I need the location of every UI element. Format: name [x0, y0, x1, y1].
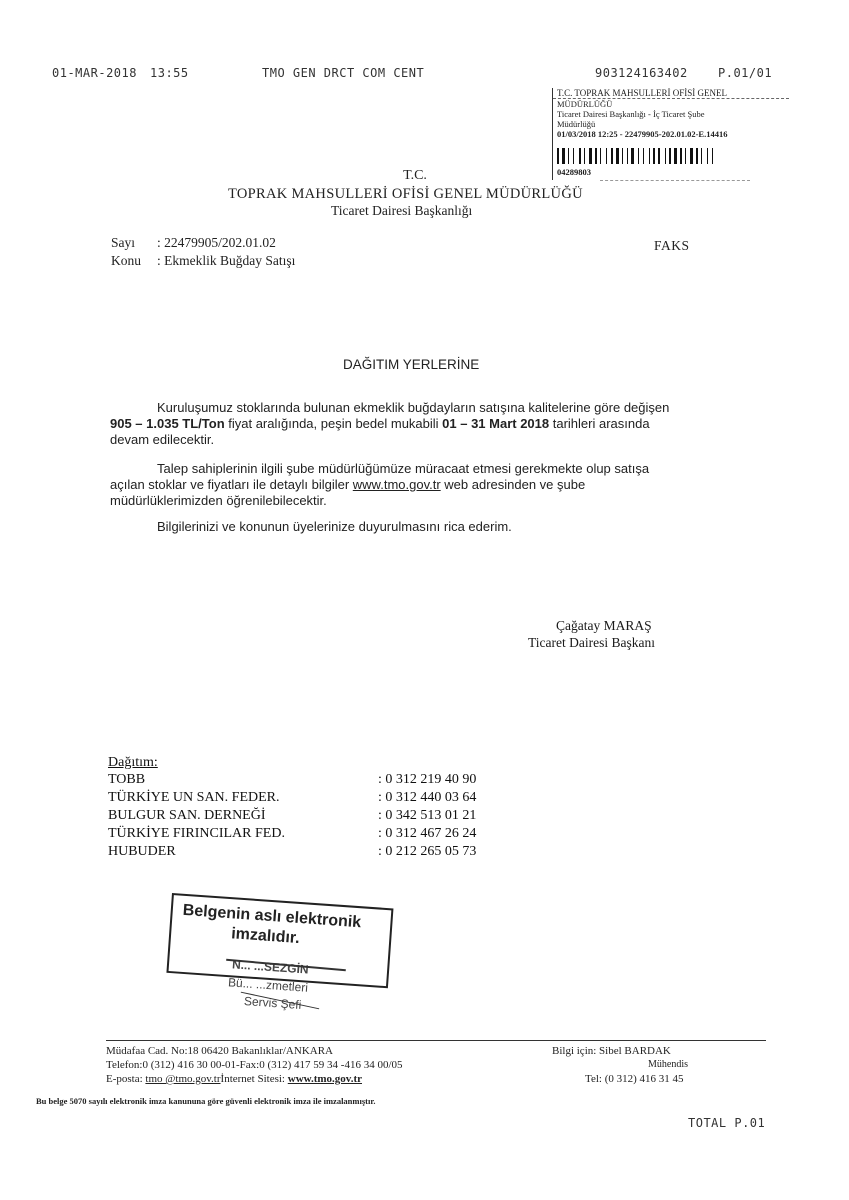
stamp-smudge-3: Servis Şefi	[243, 994, 302, 1012]
distribution-name: TÜRKİYE UN SAN. FEDER.	[108, 790, 280, 805]
addressee: DAĞITIM YERLERİNE	[343, 357, 480, 372]
stamp-line-4: Müdürlüğü	[557, 119, 596, 129]
info-tel: Tel: (0 312) 416 31 45	[585, 1073, 684, 1085]
stamp-text-2: imzalıdır.	[230, 925, 301, 947]
receipt-stamp	[552, 88, 789, 180]
p1-mid-text: fiyat aralığında, peşin bedel mukabili	[224, 416, 443, 431]
email-link[interactable]: tmo @tmo.gov.tr	[145, 1073, 221, 1085]
p1-line1: Kuruluşumuz stoklarında bulunan ekmeklik buğdayların satışına kalitelerine göre değişen	[157, 400, 670, 415]
distribution-phone: : 0 312 219 40 90	[378, 772, 477, 787]
p2-end-text: web adresinden ve şube	[440, 477, 586, 492]
stamp-line-3: Ticaret Dairesi Başkanlığı - İç Ticaret Şube	[557, 109, 705, 119]
barcode	[557, 148, 782, 164]
sayi-value: : 22479905/202.01.02	[157, 235, 276, 250]
website-link[interactable]: www.tmo.gov.tr	[352, 477, 441, 492]
info-contact: Bilgi için: Sibel BARDAK	[552, 1045, 671, 1057]
p2-line1: Talep sahiplerinin ilgili şube müdürlüğümüze müracaat etmesi gerekmekte olup satışa	[157, 461, 650, 476]
fax-number: 903124163402	[595, 66, 688, 80]
stamp-line-1: T.C. TOPRAK MAHSULLERİ OFİSİ GENEL	[553, 88, 789, 99]
distribution-heading: Dağıtım:	[108, 755, 158, 770]
signatory-name: Çağatay MARAŞ	[556, 618, 652, 633]
heading-dept: Ticaret Dairesi Başkanlığı	[331, 203, 473, 218]
distribution-phone: : 0 342 513 01 21	[378, 808, 477, 823]
e-signature-notice: Bu belge 5070 sayılı elektronik imza kanununa göre güvenli elektronik imza ile imzalanmıştır.	[36, 1096, 376, 1106]
p1-end-text: tarihleri arasında	[549, 416, 650, 431]
stamp-text-1: Belgenin aslı elektronik	[182, 901, 362, 932]
web-link[interactable]: www.tmo.gov.tr	[287, 1073, 362, 1085]
footer-phones: Telefon:0 (312) 416 30 00-01-Fax:0 (312) 417 59 34 -416 34 00/05	[106, 1059, 403, 1071]
distribution-name: HUBUDER	[108, 844, 176, 859]
fax-page: P.01/01	[718, 66, 773, 80]
email-label: E-posta:	[106, 1073, 146, 1085]
distribution-phone: : 0 212 265 05 73	[378, 844, 477, 859]
konu-value: : Ekmeklik Buğday Satışı	[157, 253, 296, 268]
distribution-phone: : 0 312 467 26 24	[378, 826, 477, 841]
stamp-smudge-1: N... ...SEZGİN	[231, 957, 310, 977]
faks-label: FAKS	[654, 238, 690, 253]
p2-start-text: açılan stoklar ve fiyatları ile detaylı bilgiler	[110, 477, 353, 492]
fax-time: 13:55	[150, 66, 189, 80]
p2-line3: müdürlüklerimizden öğrenilebilecektir.	[110, 493, 327, 508]
fax-date: 01-MAR-2018	[52, 66, 137, 80]
distribution-name: TÜRKİYE FIRINCILAR FED.	[108, 826, 285, 841]
heading-org: TOPRAK MAHSULLERİ OFİSİ GENEL MÜDÜRLÜĞÜ	[228, 186, 583, 202]
stamp-smudge-2: Bü... ...zmetleri	[227, 975, 309, 995]
distribution-name: TOBB	[108, 772, 146, 787]
stamp-line-5: 01/03/2018 12:25 - 22479905-202.01.02-E.14416	[557, 129, 728, 139]
footer-address: Müdafaa Cad. No:18 06420 Bakanlıklar/ANKARA	[106, 1045, 333, 1057]
date-range: 01 – 31 Mart 2018	[442, 416, 550, 431]
konu-label: Konu	[111, 253, 141, 268]
stamp-code: 04289803	[557, 167, 591, 177]
stamp-divider	[600, 180, 750, 181]
signatory-title: Ticaret Dairesi Başkanı	[528, 635, 655, 650]
p3-line: Bilgilerinizi ve konunun üyelerinize duyurulmasını rica ederim.	[157, 519, 512, 534]
sayi-label: Sayı	[111, 235, 136, 250]
footer-rule	[106, 1040, 766, 1041]
web-label: İnternet Sitesi:	[220, 1073, 288, 1085]
stamp-line-2: MÜDÜRLÜĞÜ	[557, 99, 613, 109]
distribution-phone: : 0 312 440 03 64	[378, 790, 477, 805]
price-range: 905 – 1.035 TL/Ton	[110, 416, 225, 431]
fax-sender: TMO GEN DRCT COM CENT	[262, 66, 425, 80]
p1-line3: devam edilecektir.	[110, 432, 215, 447]
distribution-name: BULGUR SAN. DERNEĞİ	[108, 808, 266, 823]
fax-total: TOTAL P.01	[688, 1116, 766, 1130]
footer-contact	[106, 1072, 362, 1086]
info-role: Mühendis	[648, 1059, 688, 1070]
p1-line2	[110, 416, 650, 432]
p2-line2	[110, 477, 585, 493]
